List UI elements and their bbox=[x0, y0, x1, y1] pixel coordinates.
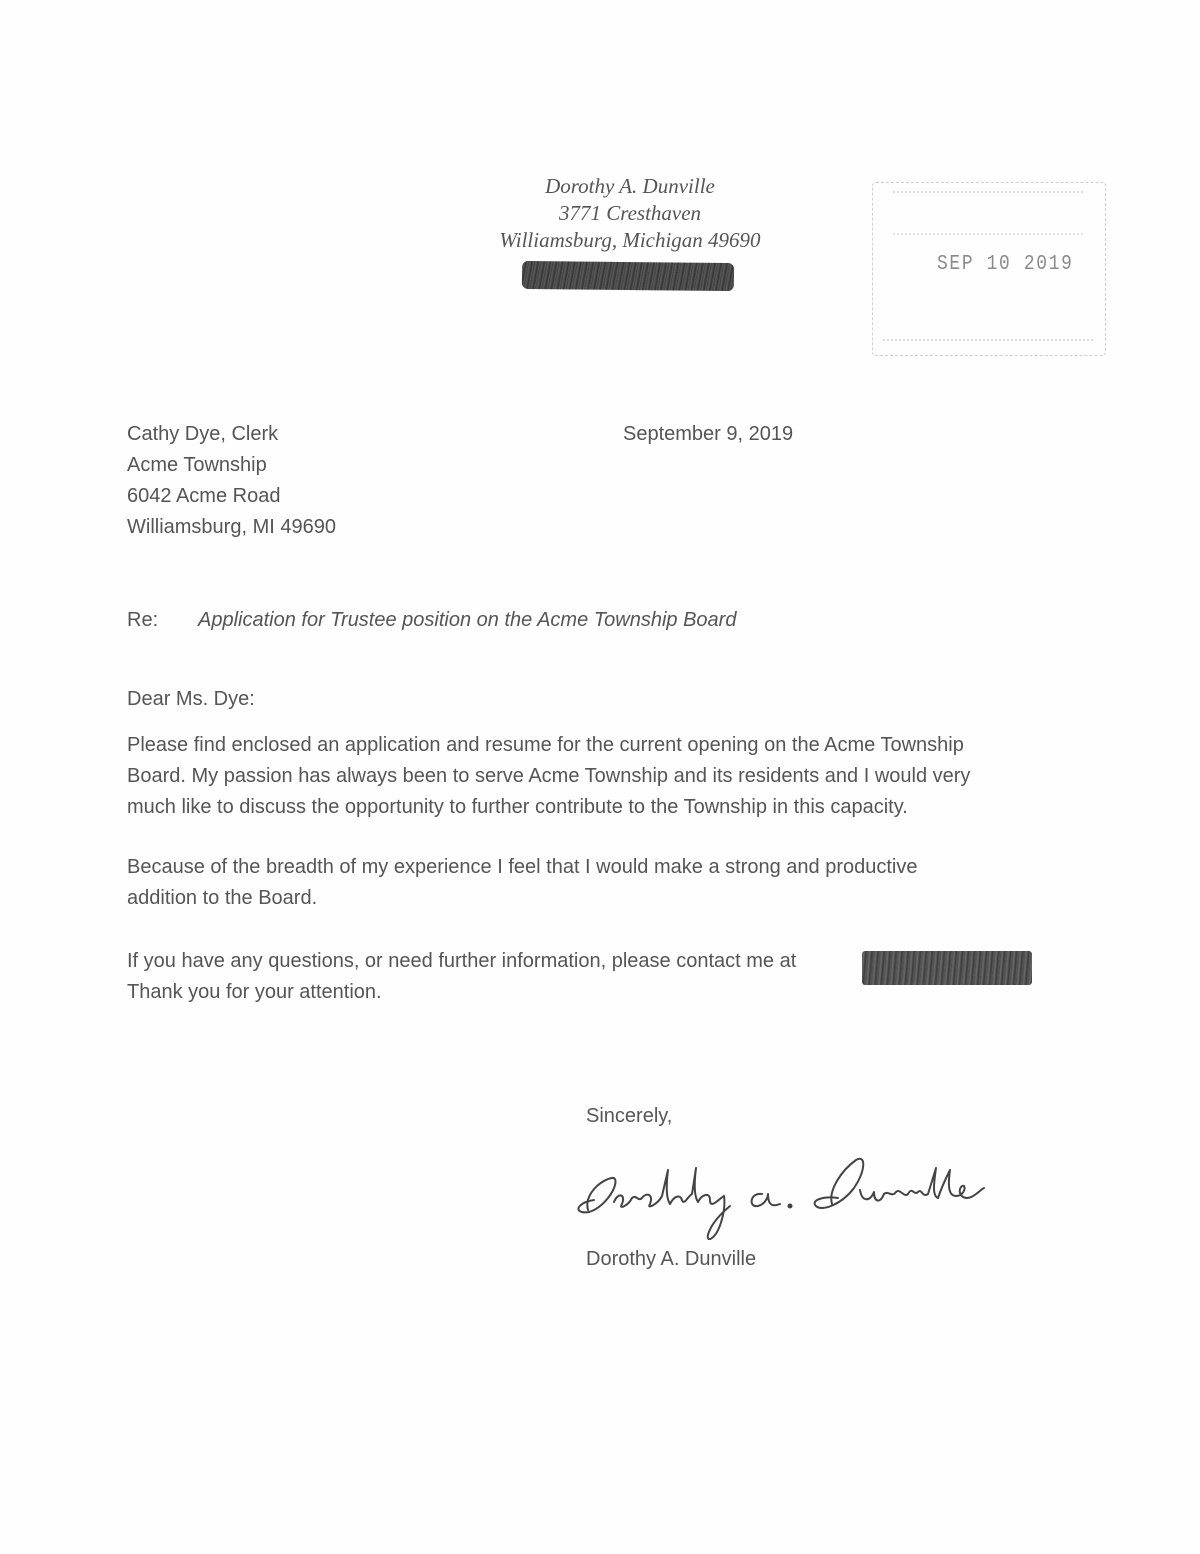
letterhead bbox=[380, 173, 880, 254]
received-stamp bbox=[872, 182, 1106, 356]
paragraph-line: Because of the breadth of my experience I feel that I would make a strong and productive bbox=[127, 856, 918, 878]
paragraph bbox=[127, 730, 1047, 823]
recipient-line: 6042 Acme Road bbox=[127, 485, 281, 507]
paragraph-line: If you have any questions, or need further information, please contact me at bbox=[127, 950, 797, 972]
recipient-line: Cathy Dye, Clerk bbox=[127, 423, 279, 445]
paragraph-line: Board. My passion has always been to serve Acme Township and its residents and I would very bbox=[127, 765, 971, 787]
paragraph-line: Please find enclosed an application and resume for the current opening on the Acme Township bbox=[127, 734, 964, 756]
paragraph bbox=[127, 852, 1047, 914]
recipient-line: Williamsburg, MI 49690 bbox=[127, 516, 336, 538]
sender-city: Williamsburg, Michigan 49690 bbox=[499, 228, 761, 252]
redaction-bar bbox=[522, 261, 734, 291]
re-subject: Application for Trustee position on the Acme Township Board bbox=[198, 609, 737, 631]
sender-name: Dorothy A. Dunville bbox=[545, 174, 715, 198]
recipient-line: Acme Township bbox=[127, 454, 267, 476]
re-label: Re: bbox=[127, 609, 159, 631]
paragraph-line: Thank you for your attention. bbox=[127, 981, 382, 1003]
paragraph-line: much like to discuss the opportunity to further contribute to the Township in this capacity. bbox=[127, 796, 908, 818]
redaction-bar bbox=[862, 951, 1032, 985]
stamp-faded-text bbox=[893, 191, 1083, 235]
stamp-faded-text bbox=[883, 329, 1093, 341]
recipient-address bbox=[127, 419, 336, 543]
stamp-date: SEP 10 2019 bbox=[937, 253, 1074, 276]
letter-date: September 9, 2019 bbox=[623, 423, 794, 445]
salutation: Dear Ms. Dye: bbox=[127, 688, 255, 710]
handwritten-signature bbox=[570, 1140, 1000, 1240]
sender-street: 3771 Cresthaven bbox=[558, 201, 702, 225]
closing: Sincerely, bbox=[586, 1105, 673, 1127]
signer-name: Dorothy A. Dunville bbox=[586, 1248, 757, 1270]
paragraph-line: addition to the Board. bbox=[127, 887, 318, 909]
